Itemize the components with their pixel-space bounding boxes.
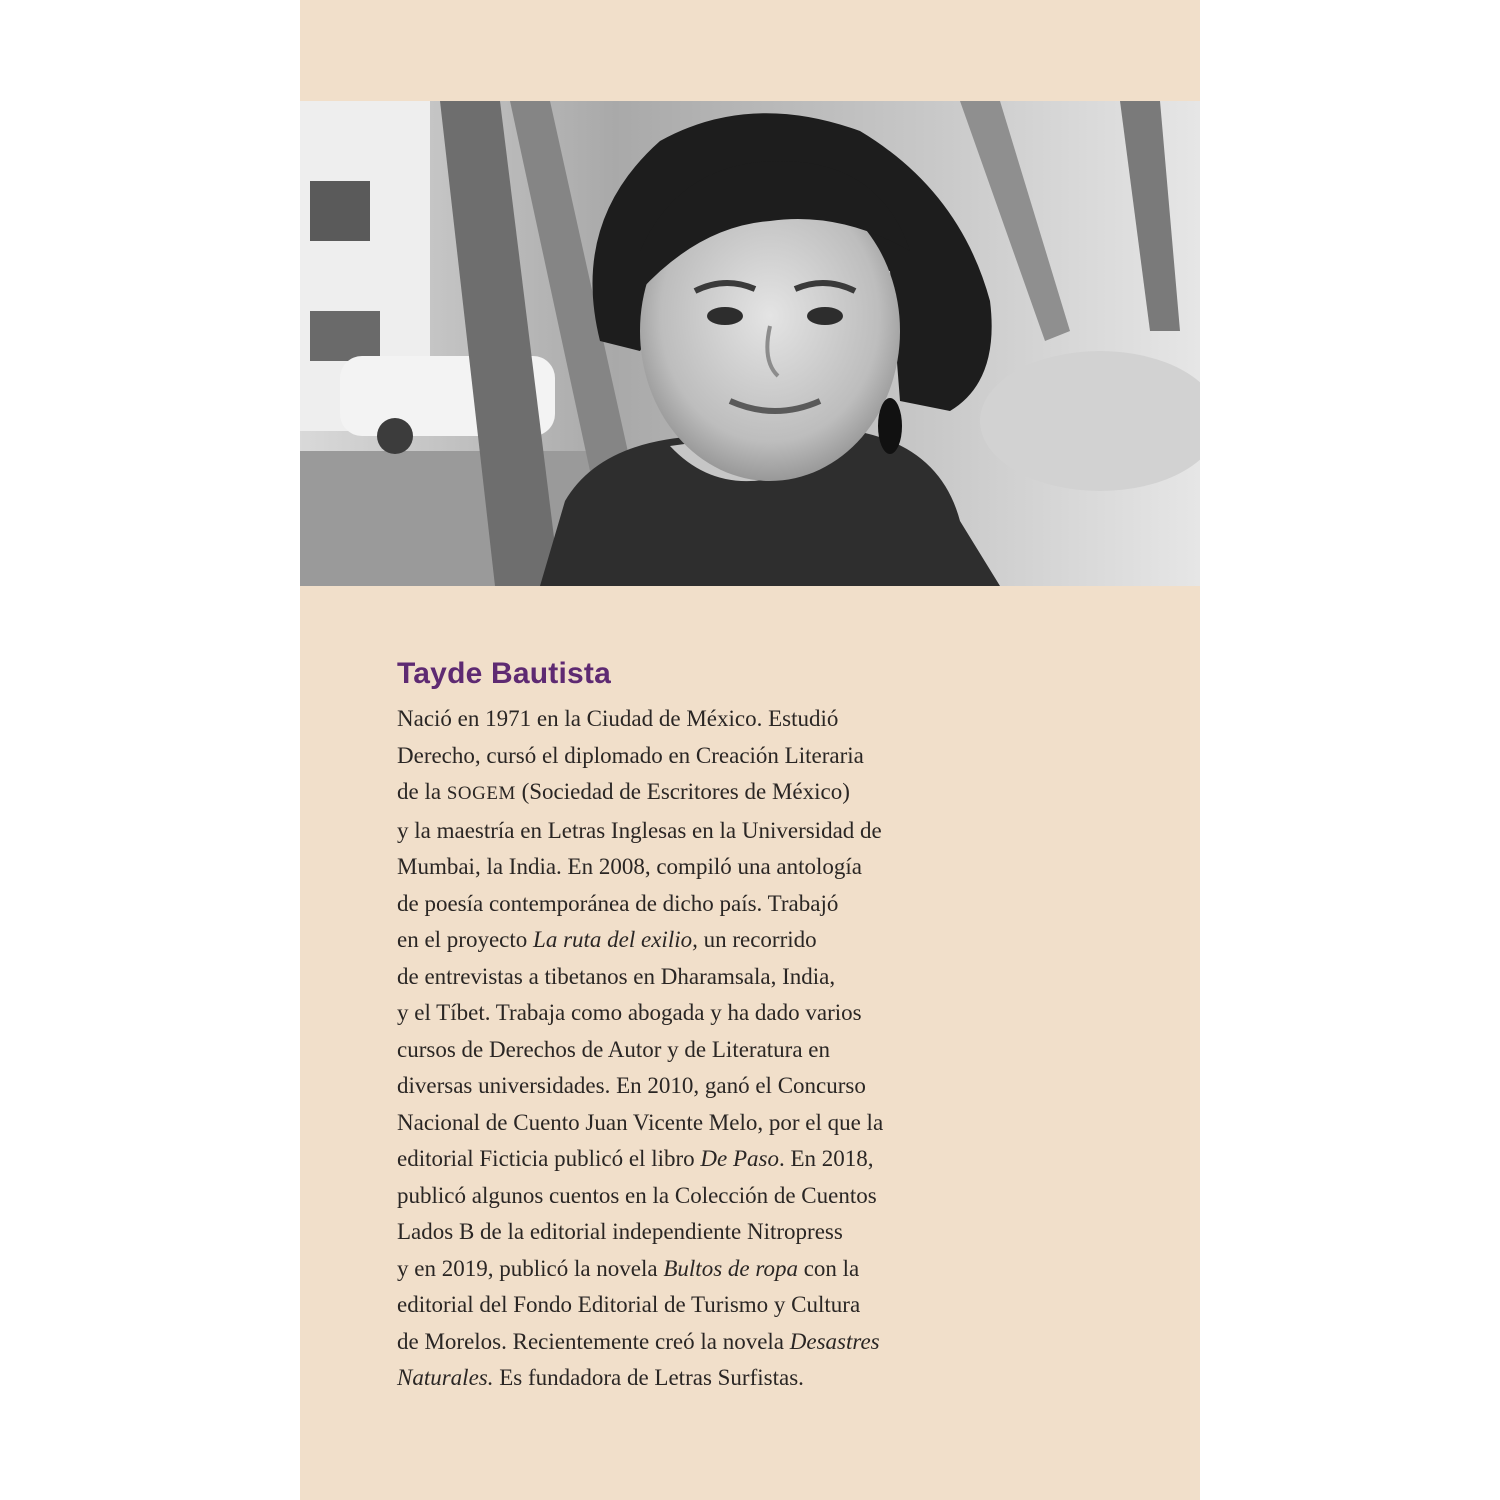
photo-eye [707,307,743,325]
bio-text: Derecho, cursó el diplomado en Creación Literaria [397,742,864,768]
bio-acronym: SOGEM [446,783,516,804]
bio-text: de la [397,779,447,804]
bio-line [397,1287,1037,1324]
author-photo [300,101,1200,586]
bio-line [397,1214,1037,1251]
bio-text: y la maestría en Letras Inglesas en la Universidad de [397,817,882,843]
photo-earring [878,398,902,454]
book-back-page [300,0,1200,1500]
bio-title-italic: La ruta del exilio, [533,927,698,952]
bio-text: Nació en 1971 en la Ciudad de México. Estudió [397,706,839,731]
photo-window [310,311,380,361]
bio-text: de Morelos. Recientemente creó la novela [397,1328,790,1354]
bio-text: con la [797,1255,860,1281]
bio-text: de entrevistas a tibetanos en Dharamsala, India, [397,963,836,989]
photo-car-wheel [377,418,413,454]
author-name: Tayde Bautista [397,657,611,690]
bio-line [397,1068,1037,1105]
author-biography [397,701,1037,1397]
bio-line [397,1178,1037,1215]
bio-line [397,774,1037,813]
bio-title-italic: Bultos de ropa [663,1255,798,1281]
bio-line [397,1032,1037,1069]
bio-text: diversas universidades. En 2010, ganó el Concurso [397,1073,866,1098]
bio-text: Mumbai, la India. En 2008, compiló una antología [397,854,863,879]
bio-line [397,995,1037,1032]
bio-title-italic: Desastres [789,1328,880,1354]
bio-line [397,1251,1037,1288]
bio-text: editorial del Fondo Editorial de Turismo y Cultura [397,1292,861,1317]
bio-line [397,813,1037,850]
bio-title-italic: Naturales. [397,1365,494,1390]
bio-text: cursos de Derechos de Autor y de Literatura en [397,1036,831,1062]
bio-line [397,1105,1037,1142]
bio-text: y el Tíbet. Trabaja como abogada y ha dado varios [397,1000,862,1025]
bio-line [397,922,1037,959]
bio-title-italic: De Paso [700,1146,779,1171]
bio-text: . En 2018, [778,1146,874,1171]
bio-line [397,959,1037,996]
bio-line [397,849,1037,886]
bio-text: (Sociedad de Escritores de México) [515,779,850,804]
photo-eye [807,307,843,325]
bio-text: Nacional de Cuento Juan Vicente Melo, por el que la [397,1109,884,1135]
bio-text: y en 2019, publicó la novela [397,1255,664,1281]
bio-line [397,1324,1037,1361]
bio-line [397,1360,1037,1397]
bio-text: un recorrido [697,927,817,952]
bio-text: de poesía contemporánea de dicho país. Trabajó [397,890,839,916]
bio-text: Es fundadora de Letras Surfistas. [493,1365,804,1390]
bio-line [397,701,1037,738]
bio-text: en el proyecto [397,927,534,952]
bio-text: Lados B de la editorial independiente Nitropress [397,1219,843,1244]
bio-text: publicó algunos cuentos en la Colección de Cuentos [397,1182,877,1208]
bio-line [397,738,1037,775]
bio-text: editorial Ficticia publicó el libro [397,1146,701,1171]
photo-window [310,181,370,241]
bio-line [397,1141,1037,1178]
bio-line [397,886,1037,923]
